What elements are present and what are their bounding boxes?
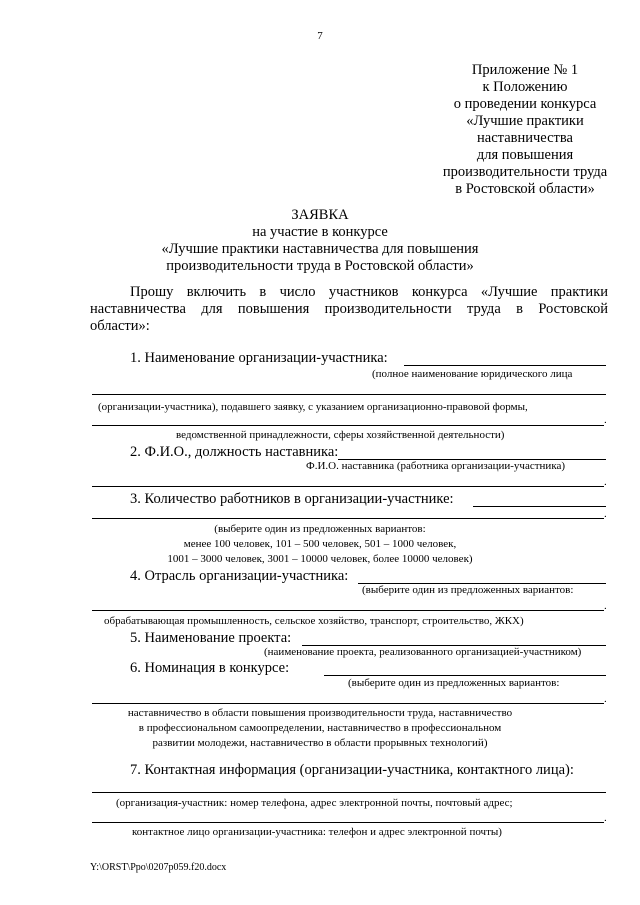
mentor-label: 2. Ф.И.О., должность наставника: bbox=[130, 444, 339, 460]
org-name-hint: (организации-участника), подавшего заявку, с указанием организационно-правовой формы, bbox=[98, 401, 528, 413]
document-title: ЗАЯВКА bbox=[291, 207, 349, 223]
file-path-footer: Y:\ORST\Ppo\0207p059.f20.docx bbox=[90, 862, 227, 873]
employees-hint: 1001 – 3000 человек, 3001 – 10000 человек, более 10000 человек) bbox=[167, 553, 473, 565]
title-subline: «Лучшие практики наставничества для повышения bbox=[161, 241, 479, 257]
contact-label: 7. Контактная информация (организации-участника, контактного лица): bbox=[130, 762, 574, 778]
page-number: 7 bbox=[317, 30, 323, 42]
intro-line: наставничества для повышения производительности труда в Ростовской bbox=[90, 301, 608, 317]
employees-hint: менее 100 человек, 101 – 500 человек, 501 – 1000 человек, bbox=[183, 538, 457, 550]
employees-input-line[interactable] bbox=[92, 518, 604, 519]
line-period: . bbox=[604, 476, 607, 488]
nomination-hint: развитии молодежи, наставничество в области прорывных технологий) bbox=[152, 737, 488, 749]
mentor-hint: Ф.И.О. наставника (работника организации-участника) bbox=[306, 460, 566, 472]
org-name-input-line[interactable] bbox=[92, 394, 606, 395]
line-period: . bbox=[604, 812, 607, 824]
industry-label: 4. Отрасль организации-участника: bbox=[130, 568, 349, 584]
industry-input-line[interactable] bbox=[92, 610, 604, 611]
line-period: . bbox=[604, 600, 607, 612]
line-period: . bbox=[604, 693, 607, 705]
industry-hint: (выберите один из предложенных вариантов: bbox=[362, 584, 574, 596]
org-name-hint: (полное наименование юридического лица bbox=[372, 368, 573, 380]
nomination-label: 6. Номинация в конкурсе: bbox=[130, 660, 290, 676]
title-subline: производительности труда в Ростовской области» bbox=[166, 258, 474, 274]
org-name-input[interactable] bbox=[404, 365, 606, 366]
appendix-line: для повышения bbox=[476, 147, 574, 163]
appendix-line: Приложение № 1 bbox=[471, 62, 579, 78]
employees-hint: (выберите один из предложенных вариантов: bbox=[214, 523, 426, 535]
appendix-line: в Ростовской области» bbox=[455, 181, 595, 197]
contact-input-line[interactable] bbox=[92, 792, 606, 793]
employees-input[interactable] bbox=[473, 506, 606, 507]
title-subline: на участие в конкурсе bbox=[252, 224, 388, 240]
contact-input-line[interactable] bbox=[92, 822, 604, 823]
org-name-hint: ведомственной принадлежности, сферы хозяйственной деятельности) bbox=[176, 429, 505, 441]
contact-hint: (организация-участник: номер телефона, адрес электронной почты, почтовый адрес; bbox=[116, 797, 513, 809]
appendix-line: «Лучшие практики bbox=[466, 113, 584, 129]
nomination-hint: (выберите один из предложенных вариантов: bbox=[348, 677, 560, 689]
mentor-input-line[interactable] bbox=[92, 486, 604, 487]
intro-line: Прошу включить в число участников конкурса «Лучшие практики bbox=[130, 284, 608, 300]
org-name-label: 1. Наименование организации-участника: bbox=[130, 350, 388, 366]
project-label: 5. Наименование проекта: bbox=[130, 630, 292, 646]
nomination-input-line[interactable] bbox=[92, 703, 604, 704]
org-name-input-line[interactable] bbox=[92, 425, 604, 426]
employees-label: 3. Количество работников в организации-участнике: bbox=[130, 491, 454, 507]
nomination-input[interactable] bbox=[324, 675, 606, 676]
line-period: . bbox=[604, 414, 607, 426]
line-period: . bbox=[604, 508, 607, 520]
contact-hint: контактное лицо организации-участника: телефон и адрес электронной почты) bbox=[132, 826, 502, 838]
appendix-line: производительности труда bbox=[442, 164, 608, 180]
appendix-line: наставничества bbox=[477, 130, 573, 146]
nomination-hint: в профессиональном самоопределении, наставничество в профессиональном bbox=[138, 722, 502, 734]
industry-hint: обрабатывающая промышленность, сельское хозяйство, транспорт, строительство, ЖКХ) bbox=[104, 615, 524, 627]
appendix-line: о проведении конкурса bbox=[453, 96, 597, 112]
intro-line: области»: bbox=[90, 318, 150, 334]
appendix-line: к Положению bbox=[482, 79, 568, 95]
project-hint: (наименование проекта, реализованного организацией-участником) bbox=[264, 646, 582, 658]
nomination-hint: наставничество в области повышения производительности труда, наставничество bbox=[127, 707, 513, 719]
